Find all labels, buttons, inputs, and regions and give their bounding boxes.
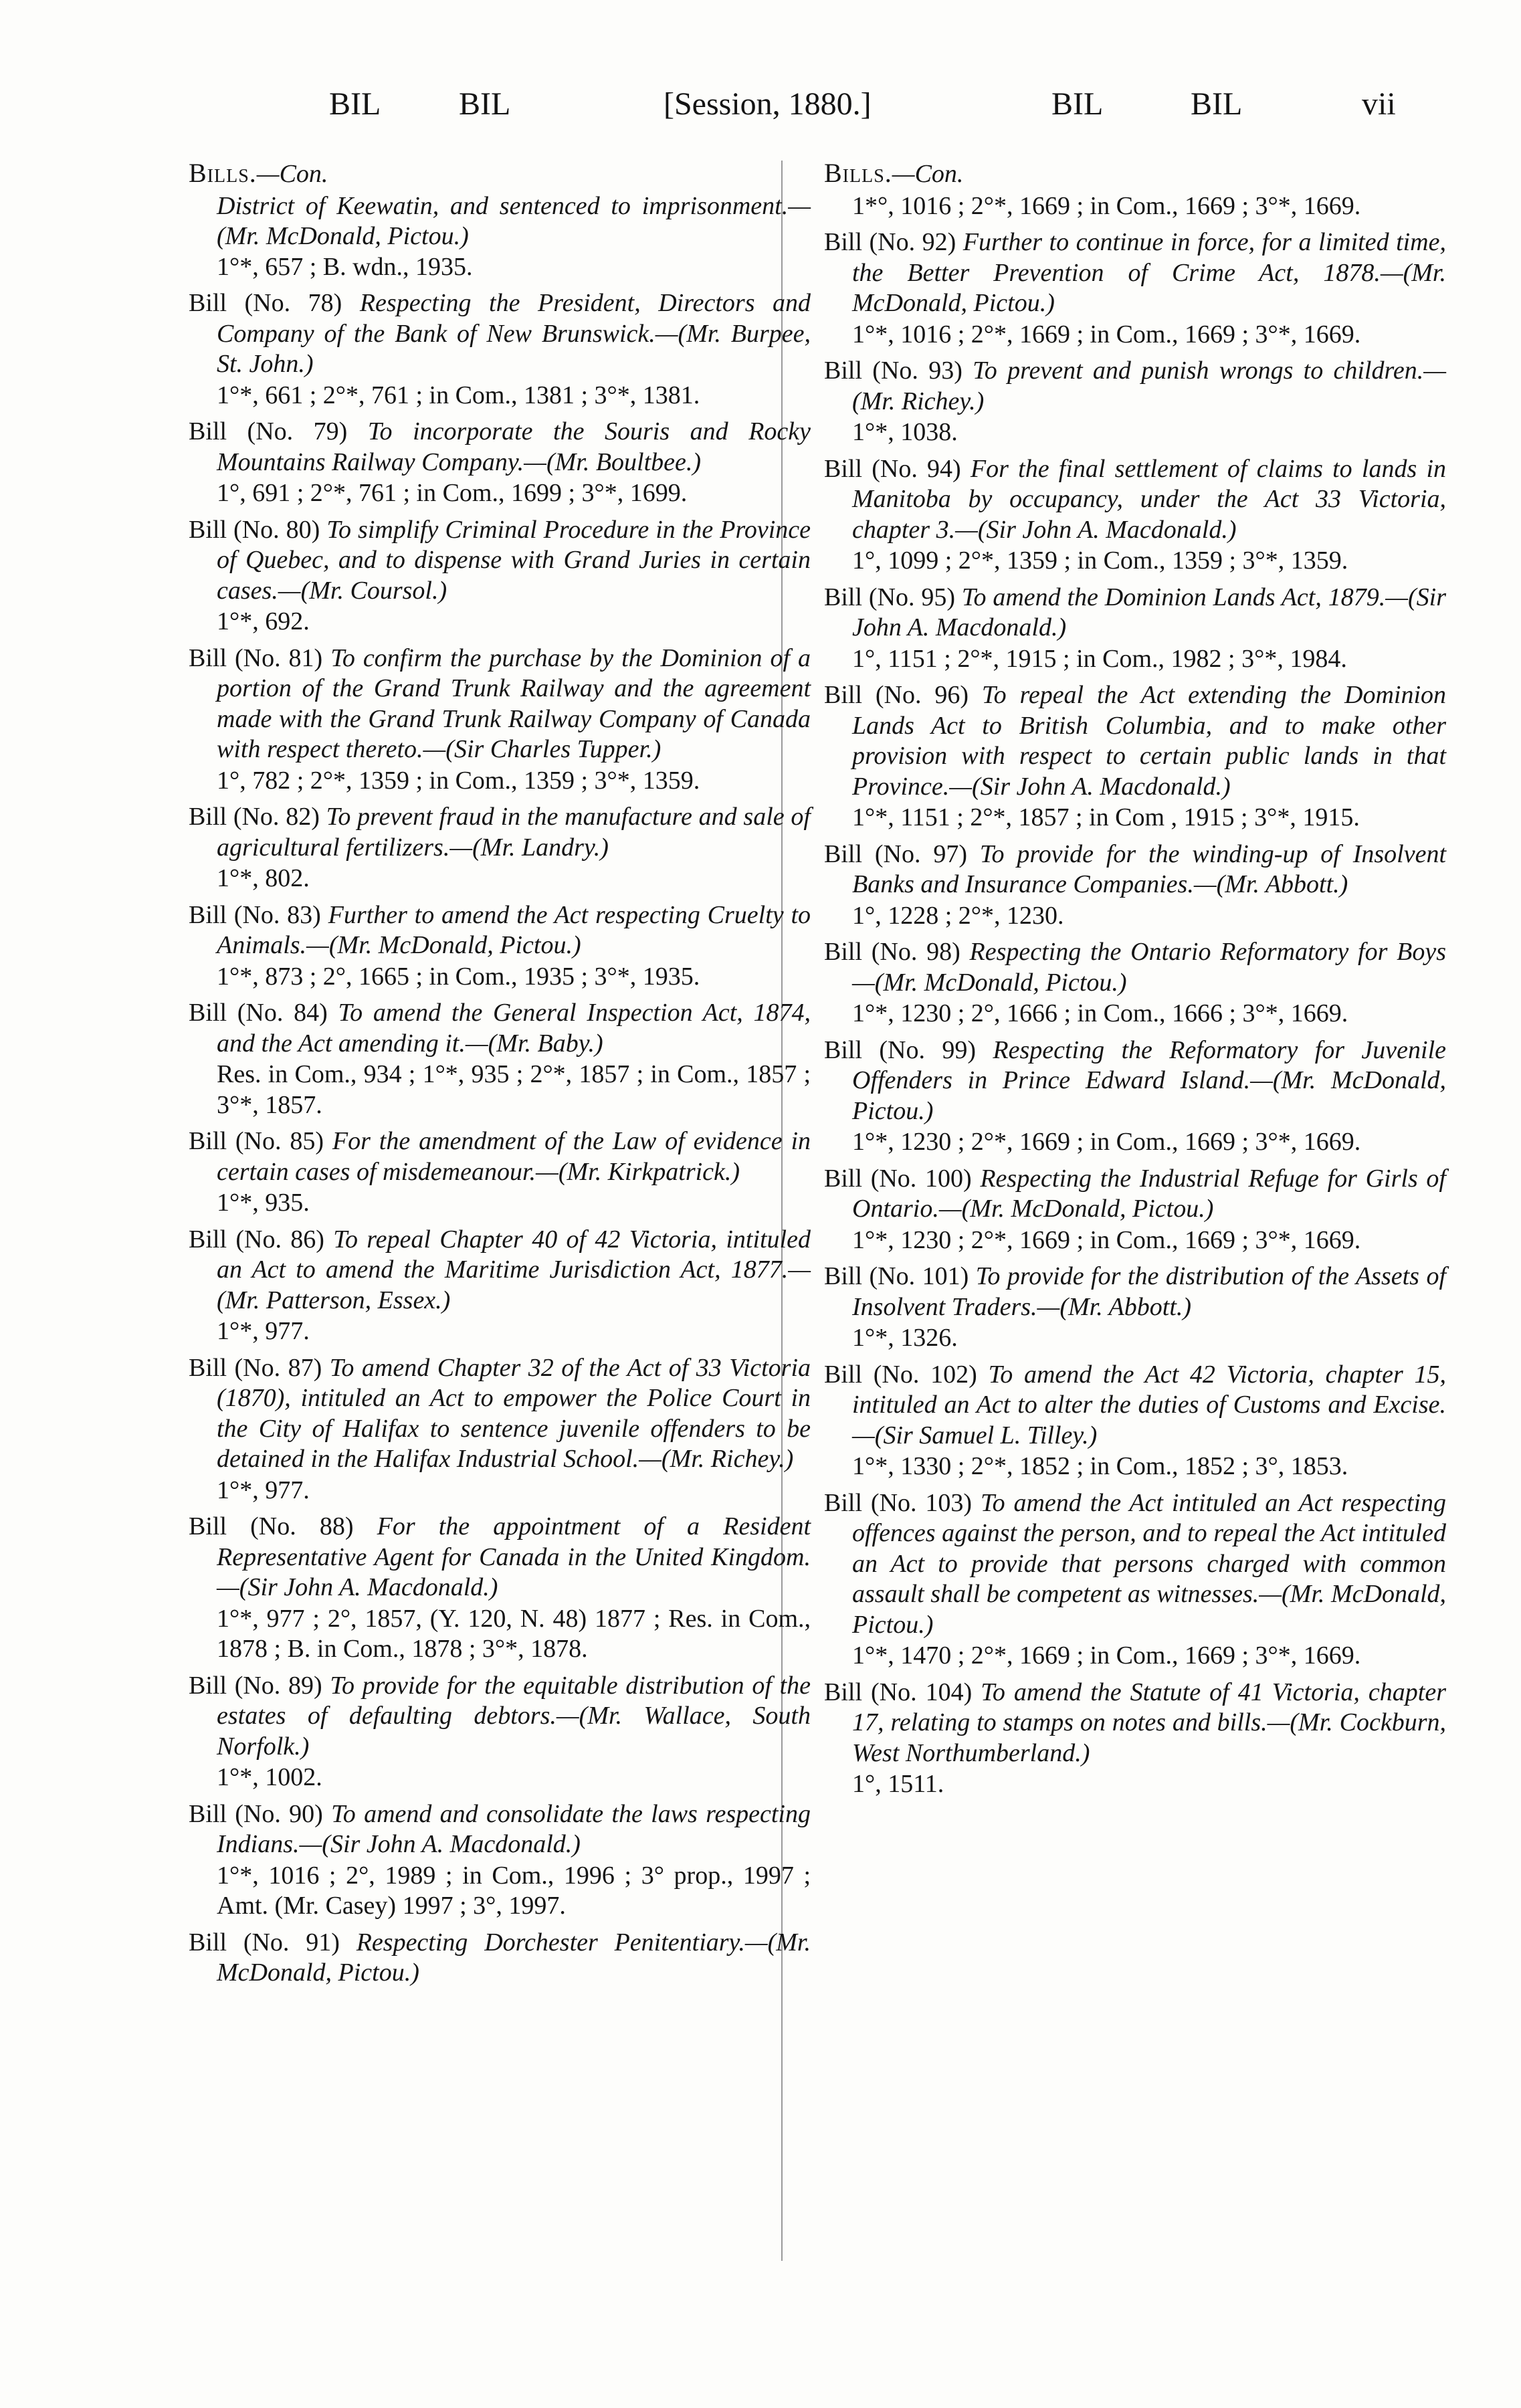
bill-heading: [189, 1928, 811, 1989]
bill-number: Bill (No. 79): [189, 417, 348, 445]
bill-title: Respecting the Ontario Reformatory for Boys —(Mr. McDonald, Pictou.): [852, 938, 1446, 997]
bill-title: To repeal the Act extending the Dominion Lands Act to British Columbia, and to make other provision with respect to certain public lands in that Province.—(Sir John A. Macdonald.): [852, 681, 1447, 801]
column-heading-cont: —Con.: [892, 160, 964, 188]
bill-entry: [189, 1671, 811, 1793]
header-keyword-right-2: BIL: [1191, 86, 1243, 122]
bill-heading: [824, 1488, 1446, 1641]
bill-heading: [189, 900, 811, 961]
bill-title: For the amendment of the Law of evidence in certain cases of misdemeanour.—(Mr. Kirkpatrick.): [217, 1127, 811, 1186]
bill-entry: [189, 1512, 811, 1665]
bill-title: To prevent fraud in the manufacture and sale of agricultural fertilizers.—(Mr. Landry.): [217, 803, 811, 862]
bill-heading: [824, 454, 1446, 546]
bill-stages: 1°*, 1002.: [217, 1763, 322, 1791]
bill-number: Bill (No. 100): [824, 1164, 972, 1193]
bill-stages: 1°, 1511.: [852, 1770, 944, 1798]
bill-number: Bill (No. 89): [189, 1671, 322, 1700]
bill-heading: [189, 998, 811, 1059]
bill-title: To amend the Statute of 41 Victoria, chapter 17, relating to stamps on notes and bills.—(Mr. Cockburn, West Northumberland.): [852, 1678, 1446, 1767]
bill-entry: [189, 1353, 811, 1506]
header-keyword-right-1: BIL: [1051, 86, 1104, 122]
bill-entry: [824, 1488, 1446, 1672]
bill-title: To incorporate the Souris and Rocky Mountains Railway Company.—(Mr. Boultbee.): [217, 417, 811, 476]
bill-heading: [189, 1671, 811, 1763]
bill-entry: [824, 937, 1446, 1029]
bill-entry: [189, 1126, 811, 1219]
bill-number: Bill (No. 90): [189, 1799, 323, 1828]
bill-entry: [189, 288, 811, 411]
bill-number: Bill (No. 97): [824, 839, 967, 868]
right-column: [824, 158, 1446, 1800]
bill-heading: [824, 1262, 1446, 1322]
bill-list: [189, 288, 811, 1989]
bill-entry: [824, 839, 1446, 932]
bill-stages: Res. in Com., 934 ; 1°*, 935 ; 2°*, 1857 ; in Com., 1857 ; 3°*, 1857.: [217, 1060, 811, 1119]
continued-entry-stages: 1°*, 657 ; B. wdn., 1935.: [217, 252, 473, 281]
bill-entry: [189, 515, 811, 637]
bill-heading: [189, 288, 811, 380]
bill-stages: 1°*, 1470 ; 2°*, 1669 ; in Com., 1669 ; 3°*, 1669.: [852, 1641, 1361, 1670]
bill-number: Bill (No. 92): [824, 228, 956, 256]
bill-title: Respecting the President, Directors and Company of the Bank of New Brunswick.—(Mr. Burpee, St. John.): [217, 289, 811, 378]
running-header: [0, 86, 1521, 139]
bill-title: To confirm the purchase by the Dominion of a portion of the Grand Trunk Railway and the agreement made with the Grand Trunk Railway Company of Canada with respect thereto.—(Sir Charles Tupper.): [217, 643, 811, 763]
bill-title: Respecting the Reformatory for Juvenile Offenders in Prince Edward Island.—(Mr. McDonald, Pictou.): [852, 1035, 1446, 1125]
bill-heading: [824, 583, 1446, 643]
continued-entry-text: District of Keewatin, and sentenced to imprisonment.—(Mr. McDonald, Pictou.): [217, 191, 811, 250]
bill-stages: 1°*, 1230 ; 2°, 1666 ; in Com., 1666 ; 3°*, 1669.: [852, 999, 1348, 1027]
bill-heading: [824, 680, 1446, 802]
bill-entry: [824, 356, 1446, 448]
bill-stages: 1°*, 802.: [217, 864, 310, 892]
bill-number: Bill (No. 81): [189, 643, 323, 672]
bill-number: Bill (No. 86): [189, 1225, 324, 1253]
bill-title: Further to continue in force, for a limited time, the Better Prevention of Crime Act, 1878.—(Mr. McDonald, Pictou.): [852, 228, 1446, 317]
bill-number: Bill (No. 80): [189, 515, 320, 544]
bill-title: To prevent and punish wrongs to children.—(Mr. Richey.): [852, 357, 1447, 415]
bill-heading: [824, 356, 1446, 417]
bill-entry: [189, 802, 811, 894]
bill-heading: [189, 1225, 811, 1316]
bill-heading: [189, 417, 811, 478]
bill-stages: 1°*, 977 ; 2°, 1857, (Y. 120, N. 48) 1877 ; Res. in Com., 1878 ; B. in Com., 1878 ; 3°*, 1878.: [217, 1604, 811, 1663]
bill-entry: [824, 454, 1446, 577]
header-session: [Session, 1880.]: [664, 86, 872, 122]
bill-title: To provide for the equitable distribution of the estates of defaulting debtors.—(Mr. Wallace, South Norfolk.): [217, 1671, 811, 1761]
bill-heading: [189, 515, 811, 607]
header-keyword-left-1: BIL: [329, 86, 381, 122]
bill-title: To amend Chapter 32 of the Act of 33 Victoria (1870), intituled an Act to empower the Police Court in the City of Halifax to sentence juvenile offenders to be detained in the Halifax Industrial School.—(Mr. Richey.): [217, 1353, 811, 1473]
bill-stages: 1°*, 1326.: [852, 1324, 958, 1352]
bill-number: Bill (No. 99): [824, 1035, 977, 1064]
bill-number: Bill (No. 82): [189, 803, 320, 831]
bill-title: For the appointment of a Resident Representative Agent for Canada in the United Kingdom.—(Sir John A. Macdonald.): [217, 1512, 811, 1601]
bill-title: Further to amend the Act respecting Cruelty to Animals.—(Mr. McDonald, Pictou.): [217, 900, 811, 959]
bill-heading: [824, 227, 1446, 319]
bill-title: To amend the Act 42 Victoria, chapter 15, intituled an Act to alter the duties of Customs and Excise.—(Sir Samuel L. Tilley.): [852, 1360, 1447, 1449]
bill-title: For the final settlement of claims to lands in Manitoba by occupancy, under the Act 33 Victoria, chapter 3.—(Sir John A. Macdonald.): [852, 454, 1447, 544]
bill-number: Bill (No. 103): [824, 1488, 973, 1517]
bill-entry: [824, 1360, 1446, 1482]
bill-entry: [189, 643, 811, 797]
bill-number: Bill (No. 101): [824, 1262, 969, 1290]
bill-number: Bill (No. 84): [189, 999, 328, 1027]
left-column: [189, 158, 811, 1989]
bill-number: Bill (No. 96): [824, 681, 969, 709]
bill-stages: 1°, 1099 ; 2°*, 1359 ; in Com., 1359 ; 3°*, 1359.: [852, 546, 1348, 575]
continued-entry-stages: 1*°, 1016 ; 2°*, 1669 ; in Com., 1669 ; 3°*, 1669.: [852, 191, 1361, 220]
column-heading-label: Bills.: [189, 158, 257, 188]
bill-stages: 1°*, 692.: [217, 607, 310, 635]
bill-entry: [824, 1678, 1446, 1800]
bill-heading: [189, 1512, 811, 1603]
bill-stages: 1°*, 977.: [217, 1476, 310, 1504]
bill-stages: 1°*, 1330 ; 2°*, 1852 ; in Com., 1852 ; 3°, 1853.: [852, 1452, 1348, 1480]
bill-entry: [189, 1799, 811, 1922]
bill-entry: [189, 1225, 811, 1347]
bill-stages: 1°*, 873 ; 2°, 1665 ; in Com., 1935 ; 3°*, 1935.: [217, 962, 700, 991]
bill-stages: 1°*, 661 ; 2°*, 761 ; in Com., 1381 ; 3°*, 1381.: [217, 381, 700, 409]
page-number: vii: [1362, 86, 1396, 122]
bill-heading: [824, 1164, 1446, 1225]
bill-number: Bill (No. 94): [824, 454, 961, 483]
bill-entry: [824, 1262, 1446, 1354]
bill-title: Respecting Dorchester Penitentiary.—(Mr. McDonald, Pictou.): [217, 1928, 811, 1987]
bill-heading: [189, 1353, 811, 1475]
bill-entry: [824, 1164, 1446, 1256]
bill-number: Bill (No. 93): [824, 357, 962, 385]
bill-number: Bill (No. 91): [189, 1928, 340, 1956]
bill-heading: [824, 1035, 1446, 1127]
bill-title: Respecting the Industrial Refuge for Girls of Ontario.—(Mr. McDonald, Pictou.): [852, 1164, 1446, 1223]
bill-entry: [189, 900, 811, 993]
bill-entry: [824, 227, 1446, 350]
bill-list: [824, 227, 1446, 1800]
column-heading-label: Bills.: [824, 158, 892, 188]
bill-title: To amend the General Inspection Act, 1874, and the Act amending it.—(Mr. Baby.): [217, 999, 811, 1058]
column-heading: [189, 158, 811, 190]
bill-stages: 1°*, 1038.: [852, 418, 958, 446]
bill-heading: [824, 839, 1446, 900]
bill-stages: 1°, 1228 ; 2°*, 1230.: [852, 901, 1064, 930]
bill-heading: [824, 1360, 1446, 1451]
header-keyword-left-2: BIL: [459, 86, 511, 122]
column-heading: [824, 158, 1446, 190]
bill-number: Bill (No. 95): [824, 583, 955, 611]
bill-title: To provide for the distribution of the Assets of Insolvent Traders.—(Mr. Abbott.): [852, 1262, 1446, 1321]
bill-heading: [189, 802, 811, 863]
bill-number: Bill (No. 104): [824, 1678, 973, 1706]
bill-heading: [189, 643, 811, 765]
bill-stages: 1°*, 935.: [217, 1189, 310, 1217]
bill-entry: [189, 1928, 811, 1989]
bill-title: To simplify Criminal Procedure in the Province of Quebec, and to dispense with Grand Juries in certain cases.—(Mr. Coursol.): [217, 515, 811, 605]
bill-entry: [189, 417, 811, 509]
bill-stages: 1°*, 977.: [217, 1317, 310, 1345]
bill-title: To amend the Act intituled an Act respecting offences against the person, and to repeal the Act intituled an Act to provide that persons charged with common assault shall be competent as witnesses.—(Mr. McDonald, Pictou.): [852, 1488, 1446, 1639]
bill-number: Bill (No. 83): [189, 900, 321, 929]
bill-stages: 1°, 782 ; 2°*, 1359 ; in Com., 1359 ; 3°*, 1359.: [217, 766, 700, 795]
bill-title: To amend and consolidate the laws respecting Indians.—(Sir John A. Macdonald.): [217, 1799, 811, 1858]
bill-number: Bill (No. 85): [189, 1127, 324, 1155]
bill-heading: [189, 1799, 811, 1860]
bill-heading: [189, 1126, 811, 1187]
bill-number: Bill (No. 98): [824, 938, 960, 966]
bill-stages: 1°*, 1230 ; 2°*, 1669 ; in Com., 1669 ; 3°*, 1669.: [852, 1225, 1361, 1254]
bill-title: To provide for the winding-up of Insolvent Banks and Insurance Companies.—(Mr. Abbott.): [852, 839, 1447, 898]
bill-stages: 1°, 691 ; 2°*, 761 ; in Com., 1699 ; 3°*, 1699.: [217, 479, 688, 507]
bill-entry: [824, 1035, 1446, 1158]
bill-stages: 1°*, 1230 ; 2°*, 1669 ; in Com., 1669 ; 3°*, 1669.: [852, 1128, 1361, 1156]
bill-entry: [824, 680, 1446, 833]
bill-stages: 1°, 1151 ; 2°*, 1915 ; in Com., 1982 ; 3°*, 1984.: [852, 644, 1347, 673]
bill-stages: 1°*, 1016 ; 2°, 1989 ; in Com., 1996 ; 3° prop., 1997 ; Amt. (Mr. Casey) 1997 ; 3°, 1997.: [217, 1861, 811, 1920]
bill-title: To amend the Dominion Lands Act, 1879.—(Sir John A. Macdonald.): [852, 583, 1446, 641]
bill-number: Bill (No. 102): [824, 1360, 977, 1389]
column-heading-cont: —Con.: [256, 160, 328, 188]
bill-stages: 1°*, 1016 ; 2°*, 1669 ; in Com., 1669 ; 3°*, 1669.: [852, 320, 1361, 348]
bill-number: Bill (No. 78): [189, 289, 342, 317]
bill-number: Bill (No. 88): [189, 1512, 354, 1540]
bill-title: To repeal Chapter 40 of 42 Victoria, intituled an Act to amend the Maritime Jurisdiction Act, 1877.—(Mr. Patterson, Essex.): [217, 1225, 811, 1314]
bill-entry: [824, 583, 1446, 675]
bill-number: Bill (No. 87): [189, 1353, 322, 1382]
bill-heading: [824, 1678, 1446, 1769]
bill-entry: [189, 998, 811, 1120]
bill-heading: [824, 937, 1446, 998]
bill-stages: 1°*, 1151 ; 2°*, 1857 ; in Com , 1915 ; 3°*, 1915.: [852, 803, 1360, 831]
